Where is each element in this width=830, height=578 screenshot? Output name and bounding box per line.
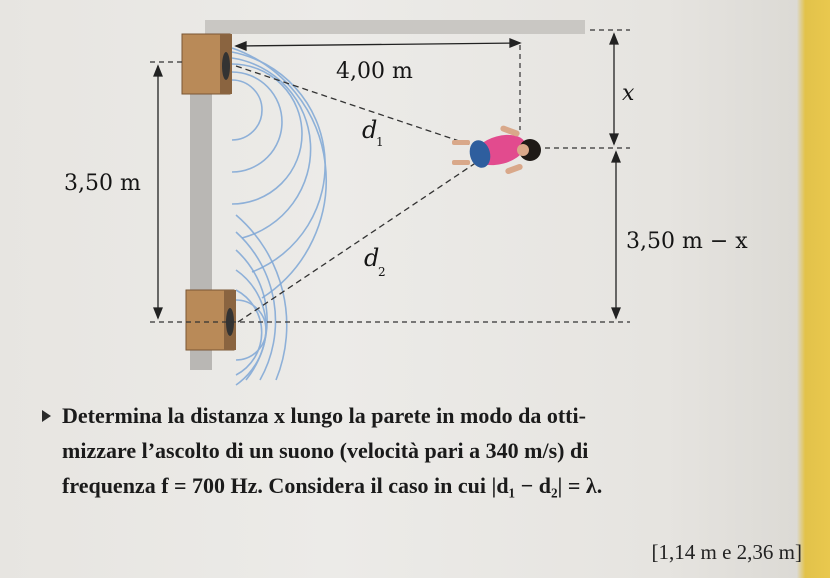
d1-label: d: [362, 116, 378, 144]
remaining-arrow: [612, 152, 620, 318]
problem-text: [40, 398, 810, 503]
problem-line-3: frequenza f = 700 Hz. Considera il caso in cui |d₁ − d₂| = λ.: [62, 473, 603, 498]
remaining-label: 3,50 m − x: [626, 229, 748, 254]
problem-line-1-text: Determina la distanza x lungo la parete in modo da otti-: [62, 403, 586, 428]
answer: [1,14 m e 2,36 m]: [651, 540, 802, 564]
d2-path: [238, 160, 480, 322]
top-distance-arrow: [236, 39, 520, 50]
top-distance-label: 4,00 m: [336, 59, 413, 84]
triangle-bullet-icon: [42, 410, 51, 422]
listener-person: [452, 125, 541, 175]
top-speaker: [182, 34, 232, 94]
d1-subscript: 1: [376, 135, 384, 149]
bottom-speaker: [186, 290, 236, 350]
bottom-speaker-waves: [236, 215, 287, 385]
d2-label: d: [364, 244, 380, 272]
left-height-arrow: [154, 66, 162, 318]
problem-line-2: mizzare l’ascolto di un suono (velocità pari a 340 m/s) di: [62, 438, 589, 463]
x-label: x: [622, 81, 635, 106]
d2-subscript: 2: [378, 265, 386, 279]
problem-line-1: [40, 398, 810, 433]
x-arrow: [610, 34, 618, 144]
left-height-label: 3,50 m: [64, 171, 141, 196]
top-wall-edge: [205, 20, 585, 34]
